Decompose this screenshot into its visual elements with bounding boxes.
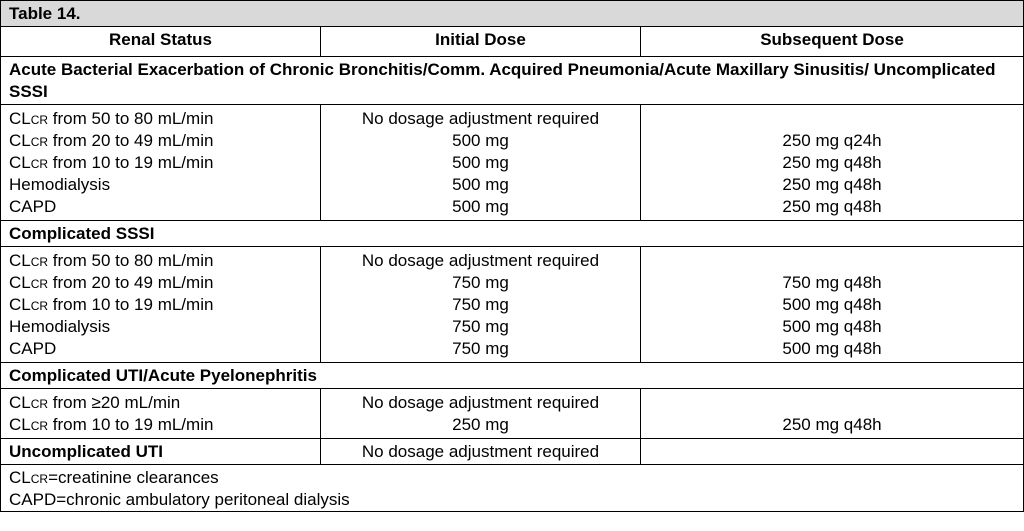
- subsequent-dose: 750 mg q48h: [782, 273, 882, 292]
- uncomplicated-uti-subsequent: [641, 439, 1024, 465]
- subscript-cr: CR: [30, 157, 49, 171]
- initial-dose: 750 mg: [452, 317, 509, 336]
- header-initial-dose: Initial Dose: [321, 27, 641, 57]
- initial-dose: 750 mg: [452, 339, 509, 358]
- subsequent-dose-cell: [641, 105, 1024, 221]
- subsequent-dose: 250 mg q48h: [782, 197, 882, 216]
- footnote: CLCR=creatinine clearances: [9, 468, 219, 487]
- subscript-cr: CR: [30, 113, 49, 127]
- table-title: Table 14.: [1, 1, 1024, 27]
- subscript-cr: CR: [30, 255, 49, 269]
- subsequent-dose-cell: [641, 389, 1024, 439]
- subscript-cr: CR: [30, 277, 49, 291]
- footnote: CAPD=chronic ambulatory peritoneal dialysis: [9, 490, 350, 509]
- subscript-cr: CR: [30, 299, 49, 313]
- footnotes: [1, 465, 1024, 512]
- renal-status: Hemodialysis: [9, 317, 111, 336]
- renal-status: CLCR from 20 to 49 mL/min: [9, 273, 214, 292]
- subsequent-dose: 250 mg q48h: [782, 175, 882, 194]
- subsequent-dose: [649, 250, 1015, 272]
- uncomplicated-uti-row: [1, 439, 1024, 465]
- initial-dose: 500 mg: [452, 175, 509, 194]
- initial-dose: No dosage adjustment required: [361, 109, 600, 128]
- renal-status-cell: [1, 247, 321, 363]
- section-data-row: [1, 105, 1024, 221]
- section-heading-row: [1, 221, 1024, 247]
- subscript-cr: CR: [30, 135, 49, 149]
- subscript-cr: CR: [30, 397, 49, 411]
- renal-status: CLCR from 10 to 19 mL/min: [9, 415, 214, 434]
- initial-dose-cell: [321, 247, 641, 363]
- subsequent-dose: 250 mg q48h: [782, 415, 882, 434]
- renal-status: CLCR from 50 to 80 mL/min: [9, 251, 214, 270]
- subsequent-dose-cell: [641, 247, 1024, 363]
- renal-status: Hemodialysis: [9, 175, 111, 194]
- footnote-row: [1, 465, 1024, 512]
- section-data-row: [1, 389, 1024, 439]
- initial-dose: 750 mg: [452, 273, 509, 292]
- table-title-row: [1, 1, 1024, 27]
- table-header-row: [1, 27, 1024, 57]
- section-heading-row: [1, 363, 1024, 389]
- initial-dose: 500 mg: [452, 197, 509, 216]
- subsequent-dose: 250 mg q24h: [782, 131, 882, 150]
- uncomplicated-uti-heading: Uncomplicated UTI: [1, 439, 321, 465]
- initial-dose: 750 mg: [452, 295, 509, 314]
- section-heading-row: [1, 57, 1024, 105]
- header-renal-status: Renal Status: [1, 27, 321, 57]
- initial-dose-cell: [321, 389, 641, 439]
- renal-status: CLCR from 10 to 19 mL/min: [9, 295, 214, 314]
- subsequent-dose: 250 mg q48h: [782, 153, 882, 172]
- renal-status: CAPD: [9, 339, 57, 358]
- subsequent-dose: 500 mg q48h: [782, 339, 882, 358]
- section-heading: Acute Bacterial Exacerbation of Chronic Bronchitis/Comm. Acquired Pneumonia/Acute Maxillary Sinusitis/ Uncomplicated SSSI: [1, 57, 1024, 105]
- subscript-cr: CR: [30, 419, 49, 433]
- subscript-cr: CR: [30, 472, 49, 486]
- section-data-row: [1, 247, 1024, 363]
- section-heading: Complicated SSSI: [1, 221, 1024, 247]
- renal-status: CLCR from 20 to 49 mL/min: [9, 131, 214, 150]
- uncomplicated-uti-initial: No dosage adjustment required: [321, 439, 641, 465]
- renal-status: CLCR from ≥20 mL/min: [9, 393, 181, 412]
- renal-status: CLCR from 50 to 80 mL/min: [9, 109, 214, 128]
- subsequent-dose: [649, 108, 1015, 130]
- header-subsequent-dose: Subsequent Dose: [641, 27, 1024, 57]
- initial-dose: No dosage adjustment required: [361, 393, 600, 412]
- section-heading: Complicated UTI/Acute Pyelonephritis: [1, 363, 1024, 389]
- renal-status-cell: [1, 389, 321, 439]
- subsequent-dose: 500 mg q48h: [782, 295, 882, 314]
- renal-status: CAPD: [9, 197, 57, 216]
- initial-dose: 250 mg: [452, 415, 509, 434]
- initial-dose: No dosage adjustment required: [361, 251, 600, 270]
- initial-dose: 500 mg: [452, 153, 509, 172]
- initial-dose: 500 mg: [452, 131, 509, 150]
- renal-status-cell: [1, 105, 321, 221]
- initial-dose-cell: [321, 105, 641, 221]
- renal-status: CLCR from 10 to 19 mL/min: [9, 153, 214, 172]
- subsequent-dose: [649, 392, 1015, 414]
- subsequent-dose: 500 mg q48h: [782, 317, 882, 336]
